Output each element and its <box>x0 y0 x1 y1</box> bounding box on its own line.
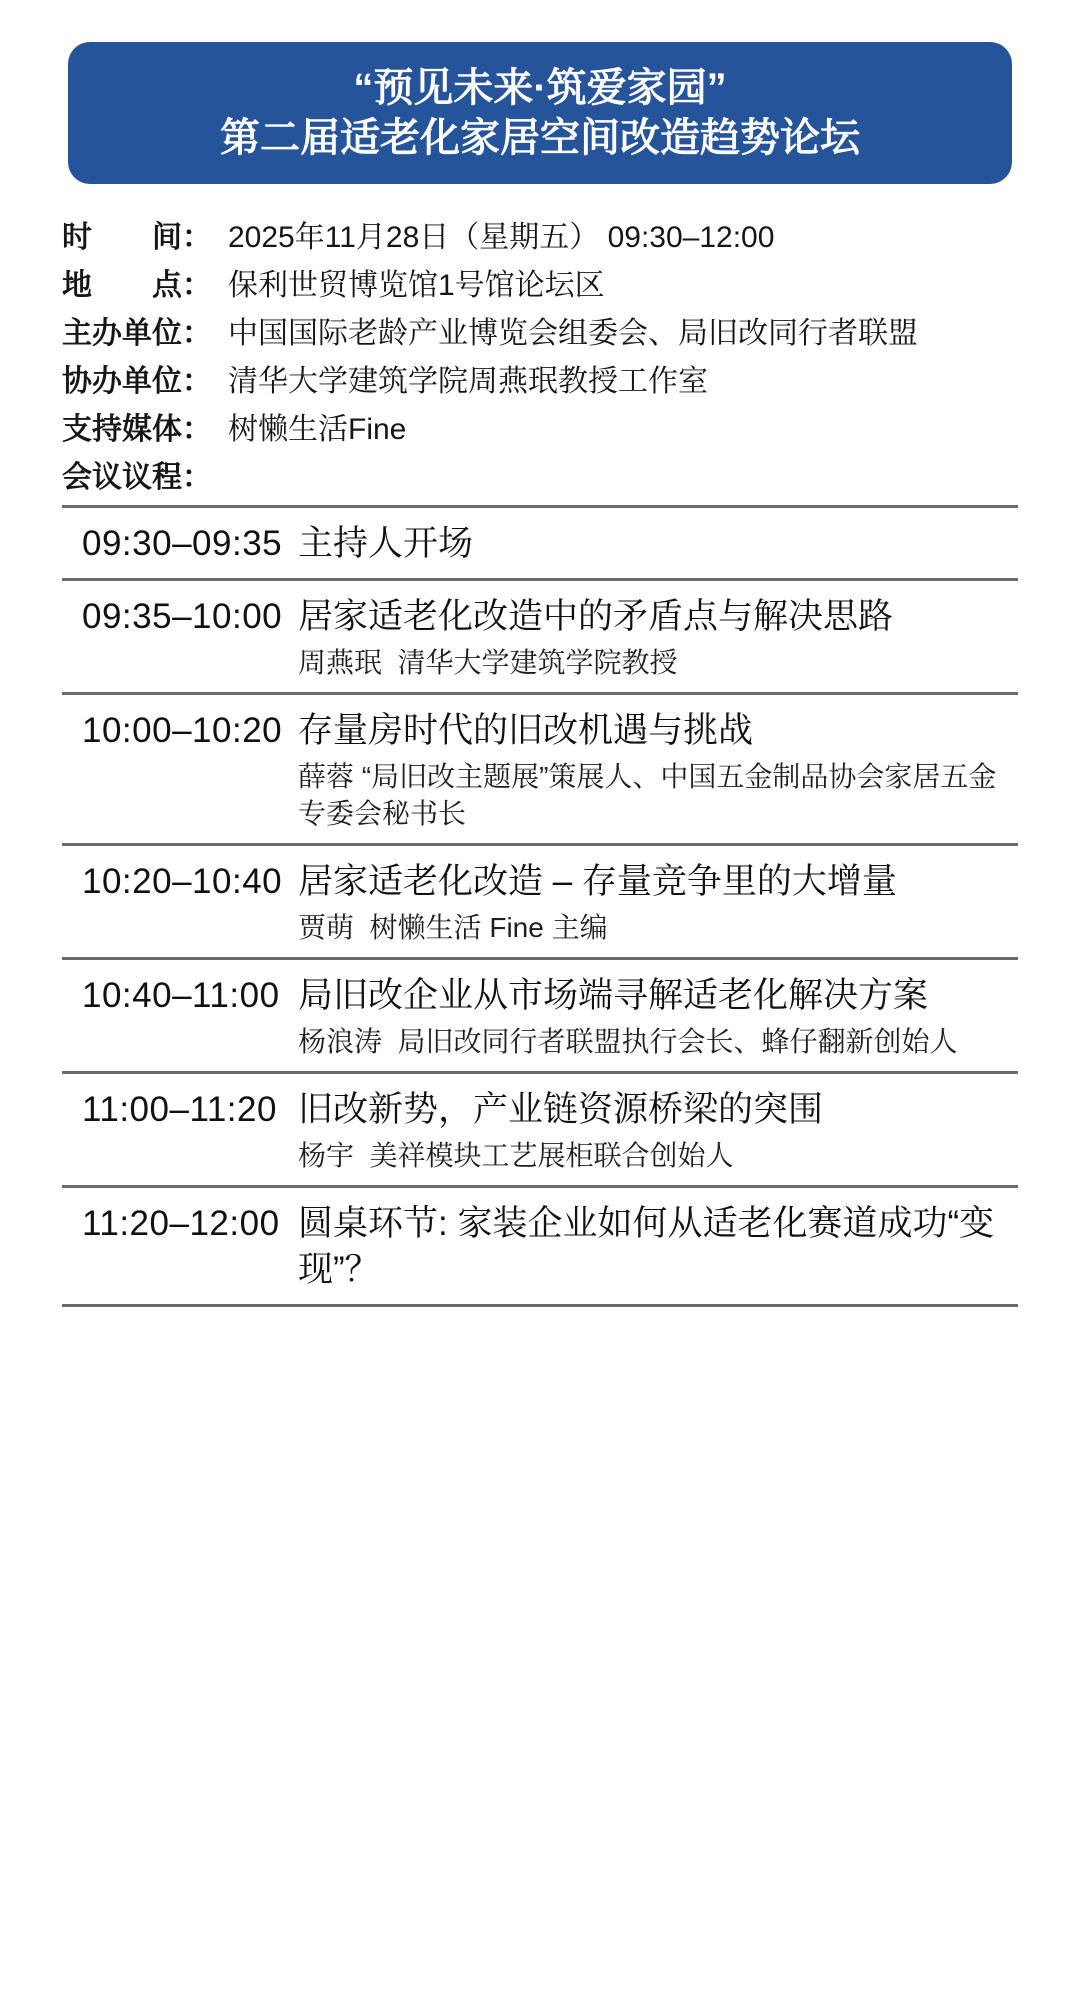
agenda-time: 10:40–11:00 <box>82 976 280 1015</box>
info-label-location: 地 点： <box>62 269 212 302</box>
info-row-schedule-header <box>62 454 1018 502</box>
agenda-session <box>298 859 1018 946</box>
agenda-time: 10:00–10:20 <box>82 711 283 750</box>
agenda-title: 局旧改企业从市场端寻解适老化解决方案 <box>298 976 929 1015</box>
agenda-time: 11:20–12:00 <box>82 1204 280 1243</box>
info-row-cohost <box>62 358 1018 406</box>
agenda-title: 居家适老化改造中的矛盾点与解决思路 <box>298 597 894 636</box>
agenda-title: 存量房时代的旧改机遇与挑战 <box>298 711 754 750</box>
agenda-poster <box>0 42 1080 2011</box>
meeting-info <box>62 214 1018 502</box>
info-label-cohost: 协办单位： <box>62 365 212 398</box>
agenda-title: 圆桌环节: 家装企业如何从适老化赛道成功“变现”？ <box>298 1204 995 1289</box>
agenda-title: 旧改新势，产业链资源桥梁的突围 <box>298 1090 824 1129</box>
agenda-session <box>298 521 1018 567</box>
agenda-title: 居家适老化改造 – 存量竞争里的大增量 <box>298 862 897 901</box>
agenda-session <box>298 594 1018 681</box>
agenda-session <box>298 708 1018 832</box>
agenda-session <box>298 1201 1018 1293</box>
info-label-media: 支持媒体： <box>62 413 212 446</box>
info-row-time <box>62 214 1018 262</box>
agenda-table <box>62 505 1018 1307</box>
agenda-row-7 <box>62 1185 1018 1304</box>
info-label-schedule-header: 会议议程： <box>62 461 212 494</box>
agenda-speaker: 杨浪涛 局旧改同行者联盟执行会长、蜂仔翻新创始人 <box>298 1026 958 1057</box>
info-value-media: 树懒生活Fine <box>228 413 407 446</box>
info-row-host <box>62 310 1018 358</box>
info-label-time: 时 间： <box>62 221 212 254</box>
banner-title-line1: “预见未来·筑爱家园” <box>353 66 727 110</box>
agenda-time: 10:20–10:40 <box>82 862 283 901</box>
agenda-session <box>298 1087 1018 1174</box>
agenda-row-6 <box>62 1071 1018 1185</box>
agenda-time: 09:30–09:35 <box>82 524 283 563</box>
agenda-speaker: 薛蓉 “局旧改主题展”策展人、中国五金制品协会家居五金专委会秘书长 <box>298 761 997 829</box>
info-value-cohost: 清华大学建筑学院周燕珉教授工作室 <box>228 365 708 398</box>
agenda-row-1 <box>62 505 1018 578</box>
agenda-speaker: 杨宇 美祥模块工艺展柜联合创始人 <box>298 1140 734 1171</box>
info-value-host: 中国国际老龄产业博览会组委会、局旧改同行者联盟 <box>228 317 918 350</box>
info-value-time: 2025年11月28日（星期五） 09:30–12:00 <box>228 221 775 254</box>
agenda-row-5 <box>62 957 1018 1071</box>
agenda-time: 09:35–10:00 <box>82 597 283 636</box>
agenda-title: 主持人开场 <box>298 524 474 563</box>
agenda-speaker: 周燕珉 清华大学建筑学院教授 <box>298 647 678 678</box>
info-row-location <box>62 262 1018 310</box>
agenda-speaker: 贾萌 树懒生活 Fine 主编 <box>298 912 608 943</box>
agenda-row-2 <box>62 578 1018 692</box>
agenda-row-4 <box>62 843 1018 957</box>
title-banner <box>68 42 1012 184</box>
banner-title-line2: 第二届适老化家居空间改造趋势论坛 <box>220 116 860 160</box>
agenda-time: 11:00–11:20 <box>82 1090 277 1129</box>
agenda-session <box>298 973 1018 1060</box>
info-row-media <box>62 406 1018 454</box>
info-value-location: 保利世贸博览馆1号馆论坛区 <box>228 269 605 302</box>
info-label-host: 主办单位： <box>62 317 212 350</box>
agenda-row-3 <box>62 692 1018 843</box>
